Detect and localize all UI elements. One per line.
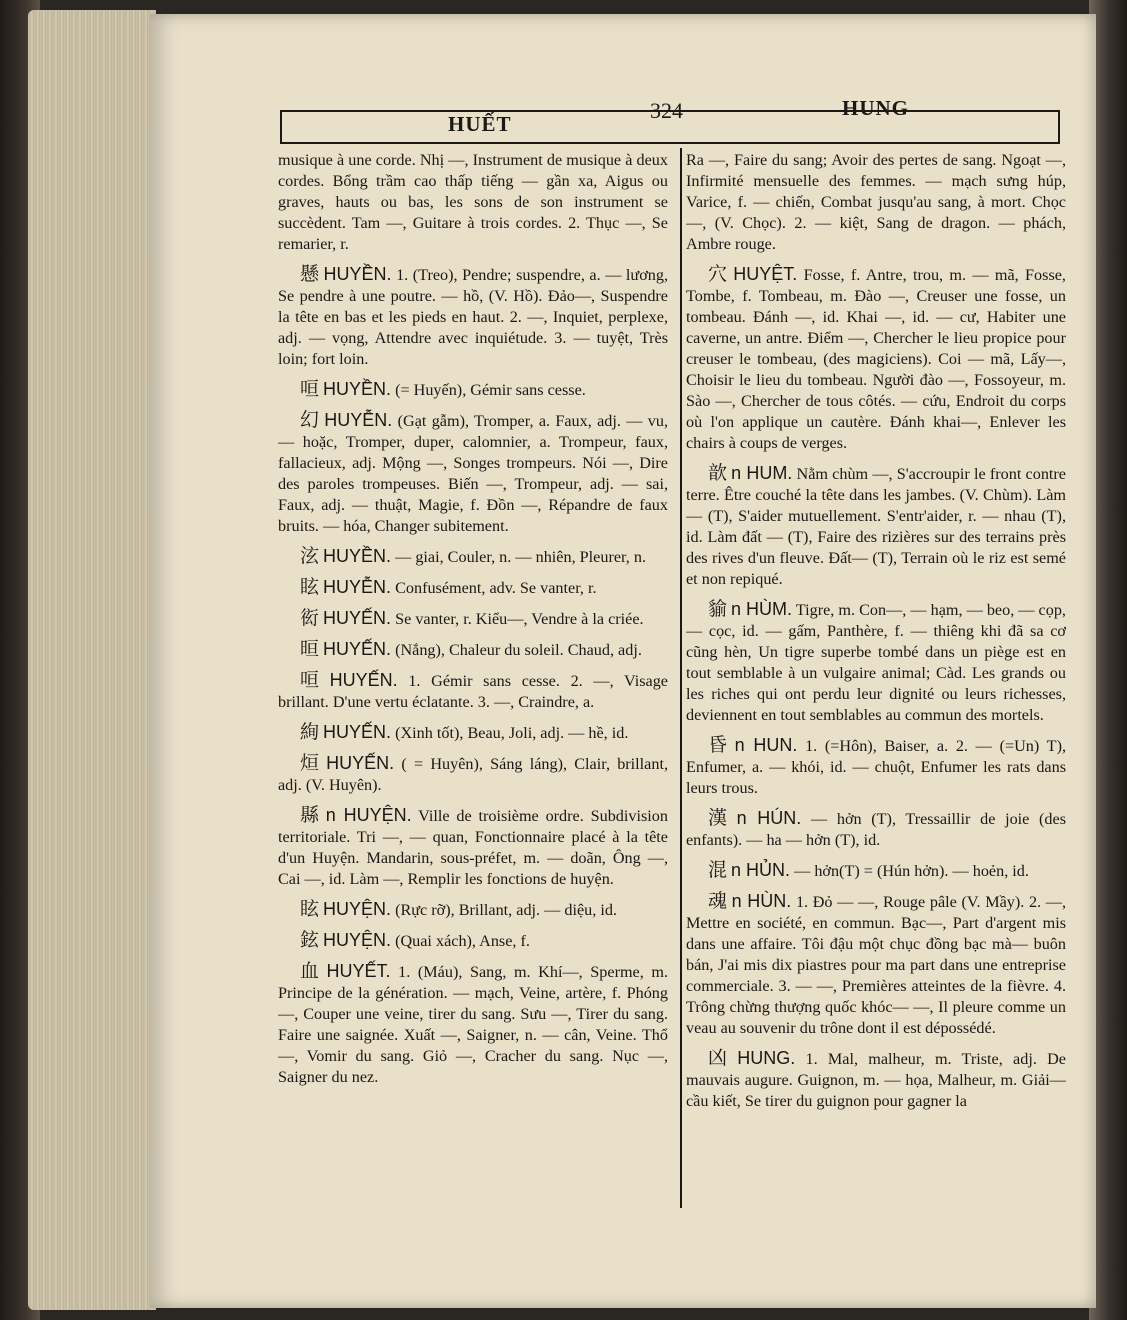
entry-character: 絢 — [300, 721, 320, 743]
entry-headword: HUYỄN. — [323, 577, 392, 597]
entry-definition: 1. (Máu), Sang, m. Khí—, Sperme, m. Principe de la génération. — mạch, Veine, artère, f. Phóng —, Couper une veine, tirer du sang. Sưu —, Tirer du sang. Faire une saignée. Xuất —, Saigner, n. — cân, Veine. Thổ—, Vomir du sang. Giỏ —, Cracher du sang. Nục —, Saigner du nez. — [278, 963, 668, 1086]
entry-character: 幻 — [300, 409, 321, 431]
entry-character: 混 — [708, 859, 728, 881]
entry-definition: (Xinh tốt), Beau, Joli, adj. — hề, id. — [395, 724, 629, 742]
entry-headword: HUYỆT. — [733, 264, 798, 284]
entry-headword: n HÚN. — [736, 808, 802, 828]
entry-headword: n HUM. — [731, 463, 793, 483]
entry-headword: n HUN. — [734, 735, 798, 755]
dictionary-entry — [278, 150, 668, 255]
dictionary-entry — [278, 546, 668, 568]
entry-definition: (Rực rỡ), Brillant, adj. — diệu, id. — [395, 901, 617, 919]
dictionary-entry — [686, 599, 1066, 726]
page-number: 324 — [650, 98, 683, 123]
entry-headword: HUYỆN. — [323, 899, 392, 919]
entry-character: 鉉 — [300, 929, 320, 951]
entry-definition: (Quai xách), Anse, f. — [395, 932, 530, 950]
dictionary-page — [150, 14, 1096, 1308]
entry-character: 昏 — [708, 734, 731, 756]
dictionary-entry — [278, 264, 668, 370]
header-right-word: HUNG — [842, 96, 909, 120]
dictionary-entry — [686, 808, 1066, 851]
entry-definition: (Nắng), Chaleur du soleil. Chaud, adj. — [395, 641, 642, 659]
entry-headword: n HỦN. — [731, 860, 791, 880]
entry-headword: HUYẾN. — [329, 670, 398, 690]
entry-headword: HUYỀN. — [323, 264, 392, 284]
page-stack-edge — [28, 10, 156, 1310]
entry-definition: 1. Đỏ — —, Rouge pâle (V. Mầy). 2. —, Mettre en société, en commun. Bạc—, Part d'argent mis dans une affaire. Tôi đậu một chục đồng bạc mà— buôn bán, J'ai mis dix piastres pour ma part dans une entreprise commerciale. 3. — —, Premières atteintes de la fièvre. 4. Trông chừng thượng quốc khóc— —, Il pleure comme un veau au souvenir du trône dont il est dépossédé. — [686, 893, 1066, 1037]
dictionary-entry — [278, 379, 668, 401]
entry-headword: HUYẾN. — [326, 753, 395, 773]
dictionary-entry — [278, 961, 668, 1088]
page-header — [280, 92, 1058, 148]
entry-definition: Se vanter, r. Kiểu—, Vendre à la criée. — [395, 610, 644, 628]
dictionary-entry — [686, 735, 1066, 799]
entry-definition: Ville de troisième ordre. Subdivision territoriale. Tri —, — quan, Fonctionnaire placé à la tête d'un Huyện. Mandarin, sous-préfet, m. — doãn, Ông —, Cai —, id. Làm —, Remplir les fonctions de huyện. — [278, 807, 668, 888]
entry-definition: Tigre, m. Con—, — hạm, — beo, — cọp, — cọc, id. — gấm, Panthère, f. — thiêng khi đã sa cơ cũng hèn, Un tigre superbe tombé dans un piège est en tout semblable à un vulgaire animal; Càd. Les grands ou les riches qui ont perdu leur dignité ou leurs richesses, deviennent en tout semblables au commun des mortels. — [686, 601, 1066, 724]
entry-character: 眩 — [300, 898, 320, 920]
dictionary-entry — [278, 753, 668, 796]
entry-definition: Fosse, f. Antre, trou, m. — mã, Fosse, Tombe, f. Tombeau, m. Đào —, Creuser une fosse, un tombeau. Đánh —, id. Khai —, id. — cư, Habiter une caverne, un antre. Điểm —, Chercher le lieu propice pour creuser le tombeau, (des magiciens). Coi — mã, Lấy—, Choisir le lieu du tombeau. Người đào —, Fossoyeur, m. Sào —, Chercher de tous côtés. — cứu, Endroit du corps où l'on applique un cautère. Đánh khai—, Enlever les chairs à coups de verges. — [686, 266, 1066, 452]
entry-character: 烜 — [300, 752, 323, 774]
entry-definition: 1. Gémir sans cesse. 2. —, Visage brillant. D'une vertu éclatante. 3. —, Craindre, a. — [278, 672, 668, 711]
dictionary-entry — [278, 930, 668, 952]
header-left-word: HUẾT — [448, 112, 512, 136]
dictionary-entry — [686, 150, 1066, 255]
entry-definition: — hởn (T), Tressaillir de joie (des enfants). — ha — hởn (T), id. — [686, 810, 1066, 849]
entry-character: 縣 — [300, 804, 322, 826]
entry-definition: Confusément, adv. Se vanter, r. — [395, 579, 597, 597]
entry-headword: n HUYỆN. — [325, 805, 412, 825]
entry-definition: (= Huyến), Gémir sans cesse. — [395, 381, 586, 399]
entry-definition: Nằm chùm —, S'accroupir le front contre terre. Être couché la tête dans les jambes. (V. Chùm). Làm — (T), S'aider mutuellement. S'entr'aider, r. — nhau (T), id. Làm đất — (T), Faire des rizières sur des terrains près des rives d'un fleuve. Đất— (T), Terrain où le riz est semé et non repiqué. — [686, 465, 1066, 588]
dictionary-entry — [278, 608, 668, 630]
dictionary-entry — [278, 639, 668, 661]
entry-character: 懸 — [300, 263, 320, 285]
entry-definition: musique à une corde. Nhị —, Instrument de musique à deux cordes. Bổng trầm cao thấp tiếng — gần xa, Aigus ou graves, hauts ou bas, les sons de son instrument se succèdent. Tam —, Guitare à trois cordes. 2. Thục —, Se remarier, r. — [278, 151, 668, 253]
dictionary-entry — [278, 899, 668, 921]
entry-character: 穴 — [708, 263, 730, 285]
entry-character: 凶 — [708, 1047, 734, 1069]
entry-headword: HUYỀN. — [323, 379, 392, 399]
entry-definition: — giai, Couler, n. — nhiên, Pleurer, n. — [395, 548, 646, 566]
entry-character: 咺 — [300, 378, 320, 400]
entry-character: 眩 — [300, 576, 320, 598]
entry-definition: (Gạt gẫm), Tromper, a. Faux, adj. — vu, — hoặc, Tromper, duper, calomnier, a. Trompeur, faux, fallacieux, adj. Mộng —, Songes trompeurs. Nói —, Dire des paroles trompeuses. Biến —, Trompeur, adj. — sai, Faux, adj. — thuật, Magie, f. Đồn —, Répandre de faux bruits. — hóa, Changer subitement. — [278, 412, 668, 535]
entry-character: 咺 — [300, 669, 326, 691]
entry-character: 泫 — [300, 545, 320, 567]
entry-definition: 1. (=Hôn), Baiser, a. 2. — (=Un) T), Enfumer, a. — khói, id. — chuột, Enfumer les rats dans leurs trous. — [686, 737, 1066, 797]
dictionary-entry — [278, 577, 668, 599]
entry-character: 衒 — [300, 607, 320, 629]
entry-headword: n HÙM. — [731, 599, 793, 619]
entry-character: 歆 — [708, 462, 728, 484]
entry-headword: HUYẾN. — [323, 639, 392, 659]
dictionary-entry — [686, 891, 1066, 1039]
right-column — [686, 150, 1066, 1270]
entry-definition: 1. (Treo), Pendre; suspendre, a. — lương, Se pendre à une poutre. — hồ, (V. Hồ). Đảo—, Suspendre la tête en bas et les pieds en haut. 2. —, Inquiet, perplexe, adj. — vọng, Attendre avec inquiétude. 3. — tuyệt, Très loin; fort loin. — [278, 266, 668, 368]
entry-headword: HUYỀN. — [323, 546, 392, 566]
entry-definition: — hởn(T) = (Hún hởn). — hoẻn, id. — [794, 862, 1029, 880]
entry-character: 魂 — [708, 890, 728, 912]
entry-headword: HUYỄN. — [324, 410, 393, 430]
dictionary-entry — [686, 463, 1066, 590]
dictionary-entry — [686, 264, 1066, 454]
column-divider — [680, 148, 682, 1208]
entry-headword: HUYẾT. — [326, 961, 391, 981]
entry-definition: Ra —, Faire du sang; Avoir des pertes de sang. Ngoạt —, Infirmité mensuelle des femmes. — mạch sưng húp, Varice, f. — chiến, Combat jusqu'au sang, à mort. Chọc —, (V. Chọc). 2. — kiệt, Sang de dragon. — phách, Ambre rouge. — [686, 151, 1066, 253]
left-column — [278, 150, 668, 1270]
entry-headword: HUYỆN. — [323, 930, 392, 950]
entry-headword: HUNG. — [737, 1048, 796, 1068]
dictionary-entry — [686, 860, 1066, 882]
entry-character: 晅 — [300, 638, 320, 660]
dictionary-entry — [686, 1048, 1066, 1112]
entry-definition: ( = Huyên), Sáng láng), Clair, brillant, adj. (V. Huyên). — [278, 755, 668, 794]
dictionary-entry — [278, 410, 668, 537]
dictionary-entry — [278, 805, 668, 890]
dictionary-entry — [278, 670, 668, 713]
entry-character: 貐 — [708, 598, 728, 620]
entry-character: 血 — [300, 960, 323, 982]
dictionary-entry — [278, 722, 668, 744]
entry-character: 漢 — [708, 807, 733, 829]
entry-headword: n HÙN. — [731, 891, 792, 911]
entry-definition: 1. Mal, malheur, m. Triste, adj. De mauvais augure. Guignon, m. — họa, Malheur, m. Giải— cầu kiết, Se tirer du guignon pour gagner la — [686, 1050, 1066, 1110]
entry-headword: HUYẾN. — [323, 608, 392, 628]
entry-headword: HUYẾN. — [323, 722, 392, 742]
